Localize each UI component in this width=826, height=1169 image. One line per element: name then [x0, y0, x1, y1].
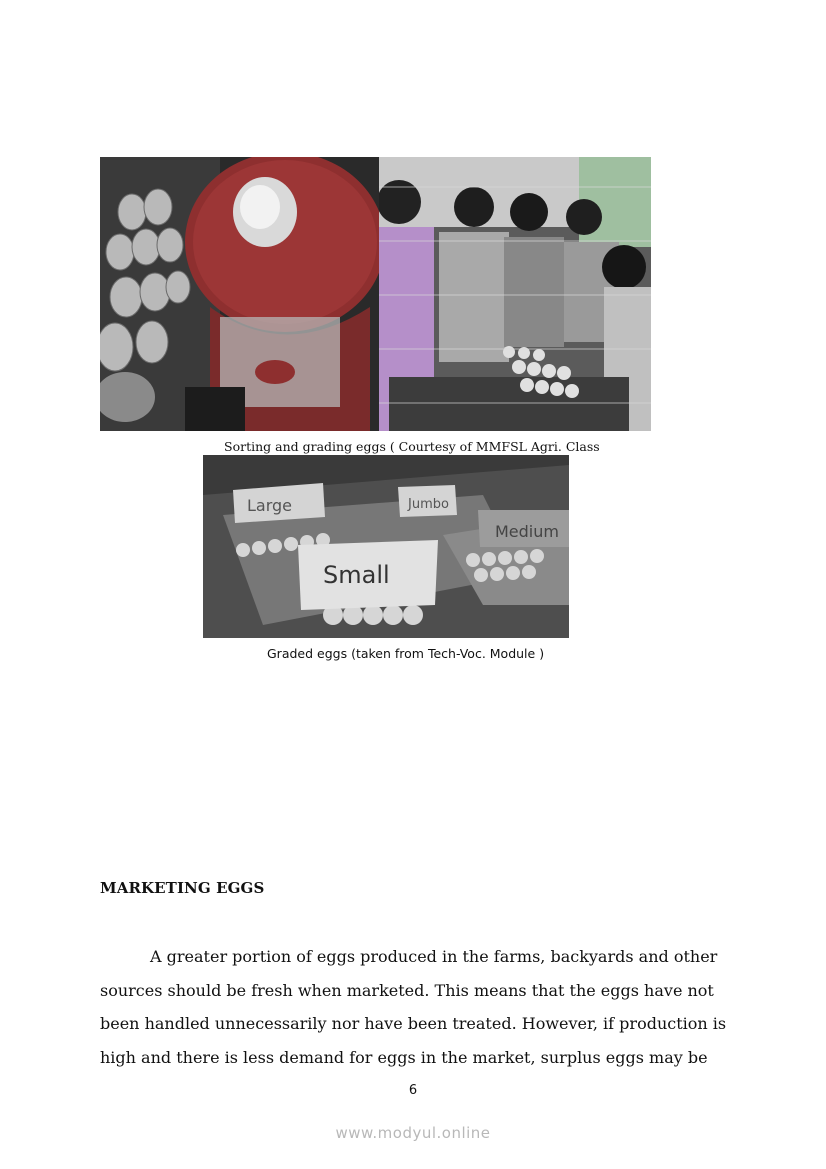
- paragraph-line: high and there is less demand for eggs in the market, surplus eggs may be: [100, 1048, 708, 1068]
- label-small: Small: [323, 561, 390, 589]
- paragraph: [100, 940, 730, 1075]
- section-heading: MARKETING EGGS: [100, 879, 265, 897]
- graded-caption: Graded eggs (taken from Tech-Voc. Module ): [267, 646, 545, 661]
- paragraph-line: been handled unnecessarily nor have been treated. However, if production is: [100, 1014, 727, 1034]
- students-sorting-photo: [379, 157, 651, 431]
- label-large: Large: [247, 496, 293, 515]
- paragraph-line: A greater portion of eggs produced in the farms, backyards and other: [150, 947, 718, 966]
- graded-eggs-photo: [203, 455, 569, 638]
- egg-candling-photo: [100, 157, 379, 431]
- egg-candling-image: [100, 157, 379, 431]
- paragraph-line: sources should be fresh when marketed. This means that the eggs have not: [100, 980, 714, 1000]
- label-jumbo: Jumbo: [408, 497, 449, 512]
- label-medium: Medium: [495, 522, 559, 541]
- watermark: www.modyul.online: [335, 1124, 491, 1142]
- page-number: 6: [408, 1083, 418, 1098]
- sorting-caption: Sorting and grading eggs ( Courtesy of MMFSL Agri. Class: [224, 439, 600, 454]
- graded-eggs-image: [203, 455, 569, 638]
- students-sorting-image: [379, 157, 651, 431]
